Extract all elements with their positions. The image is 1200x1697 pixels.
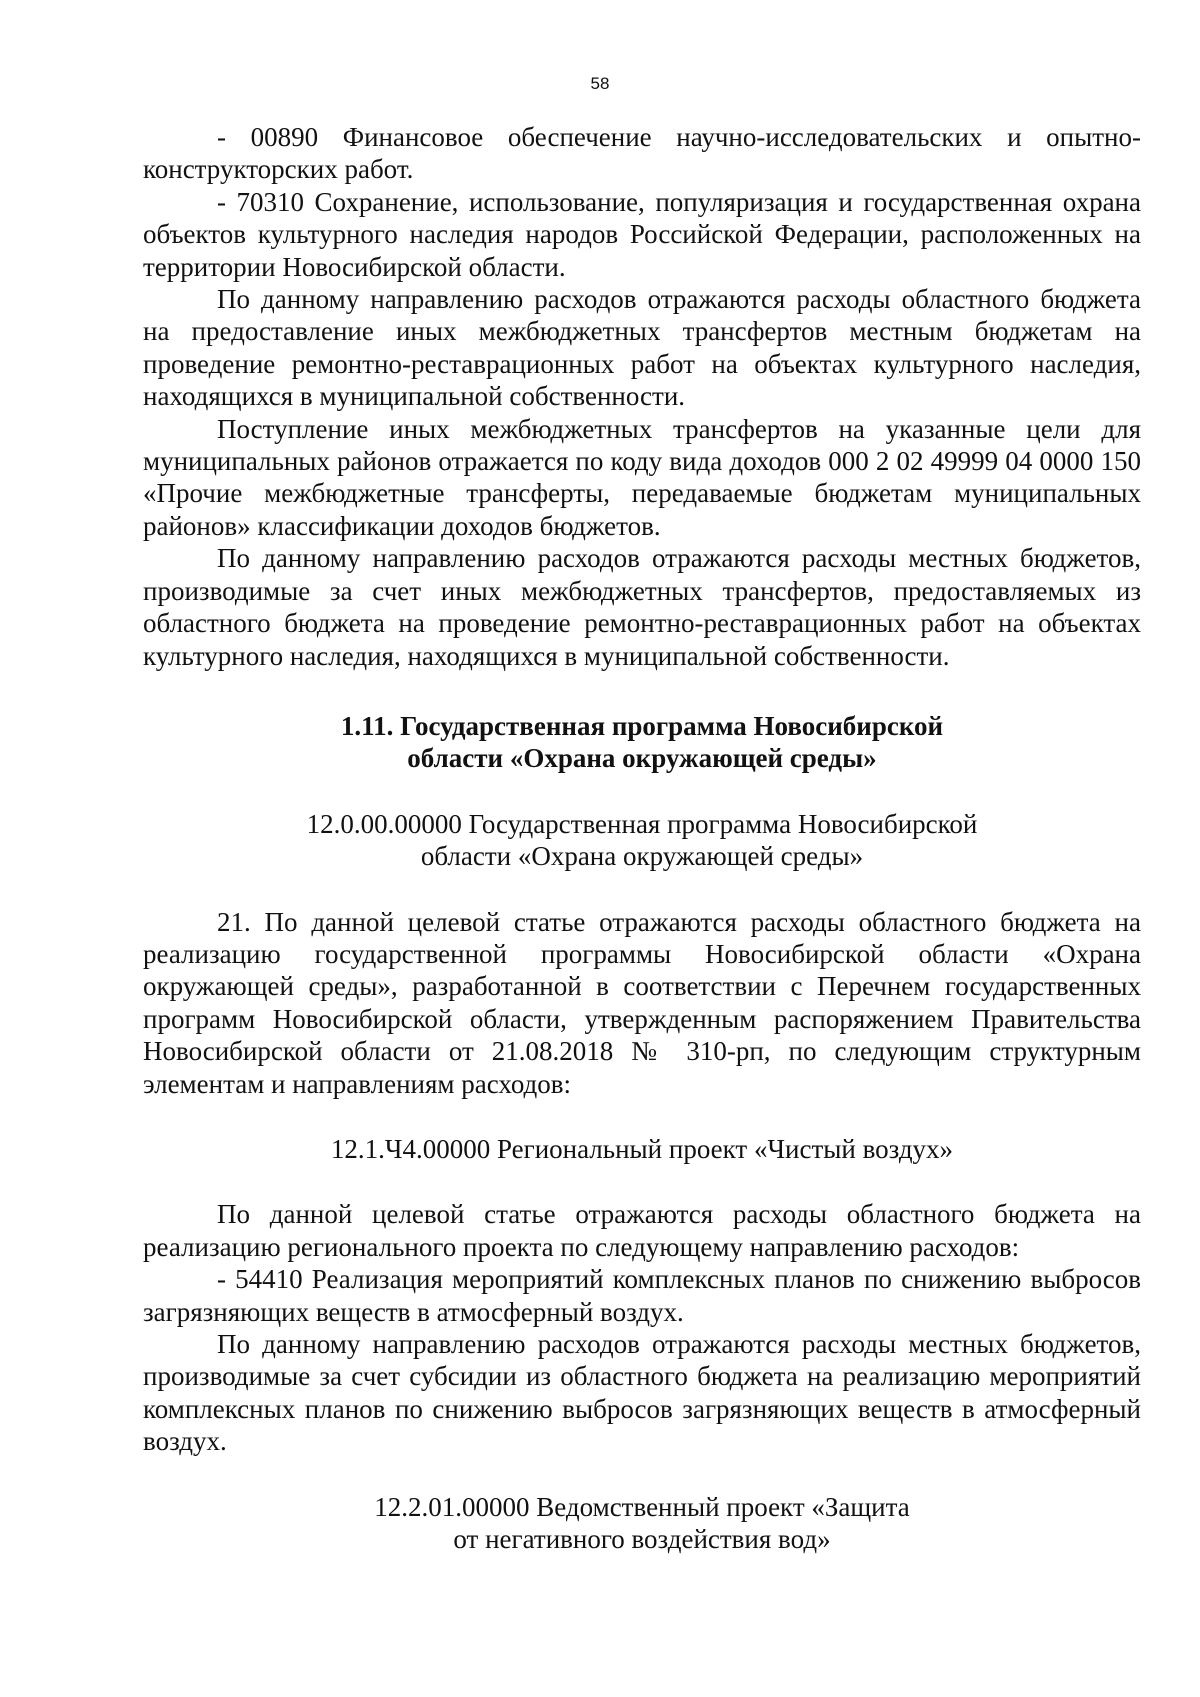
paragraph-21: 21. По данной целевой статье отражаются расходы областного бюджета на реализацию государственной программы Новосибирской области «Охрана окружающей среды», разработанной в соответствии с Перечнем государственных программ Новосибирской области, утвержденным распоряжением Правительства Новосибирской области от 21.08.2018 № 310-рп, по следующим структурным элементам и направлениям расходов: bbox=[143, 906, 1141, 1099]
project-heading-water bbox=[143, 1491, 1141, 1556]
section-heading-line-2: области «Охрана окружающей среды» bbox=[407, 743, 877, 774]
project-heading-clean-air: 12.1.Ч4.00000 Региональный проект «Чистый воздух» bbox=[330, 1133, 954, 1164]
page-number: 58 bbox=[590, 74, 610, 93]
paragraph-local-subsidy: По данному направлению расходов отражаются расходы местных бюджетов, производимые за счет субсидии из областного бюджета на реализацию мероприятий комплексных планов по снижению выбросов загрязняющих веществ в атмосферный воздух. bbox=[143, 1329, 1141, 1457]
paragraph-54410: - 54410 Реализация мероприятий комплексных планов по снижению выбросов загрязняющих веществ в атмосферный воздух. bbox=[143, 1264, 1141, 1327]
section-heading-line-1: 1.11. Государственная программа Новосибирской bbox=[340, 710, 944, 741]
project-clean-air-body bbox=[143, 1198, 1141, 1457]
document-body bbox=[143, 121, 1141, 1555]
paragraph-expenses-local: По данному направлению расходов отражаются расходы местных бюджетов, производимые за счет иных межбюджетных трансфертов, предоставляемых из областного бюджета на проведение ремонтно-реставрационных работ на объектах культурного наследия, находящихся в муниципальной собственности. bbox=[143, 543, 1141, 671]
program-heading bbox=[143, 808, 1141, 873]
paragraph-transfers-income: Поступление иных межбюджетных трансфертов на указанные цели для муниципальных районов отражается по коду вида доходов 000 2 02 49999 04 0000 150 «Прочие межбюджетные трансферты, передаваемые бюджетам муниципальных районов» классификации доходов бюджетов. bbox=[143, 413, 1141, 541]
paragraph-project-expenses: По данной целевой статье отражаются расходы областного бюджета на реализацию регионального проекта по следующему направлению расходов: bbox=[143, 1199, 1141, 1262]
project-heading-water-line-1: 12.2.01.00000 Ведомственный проект «Защита bbox=[374, 1491, 910, 1522]
paragraph-70310: - 70310 Сохранение, использование, популяризация и государственная охрана объектов культурного наследия народов Российской Федерации, расположенных на территории Новосибирской области. bbox=[143, 186, 1141, 282]
project-heading-water-line-2: от негативного воздействия вод» bbox=[453, 1524, 831, 1555]
program-heading-line-1: 12.0.00.00000 Государственная программа Новосибирской bbox=[306, 808, 978, 839]
section-heading bbox=[143, 710, 1141, 775]
program-heading-line-2: области «Охрана окружающей среды» bbox=[420, 841, 864, 872]
paragraph-expenses-regional: По данному направлению расходов отражаются расходы областного бюджета на предоставление иных межбюджетных трансфертов местным бюджетам на проведение ремонтно-реставрационных работ на объектах культурного наследия, находящихся в муниципальной собственности. bbox=[143, 284, 1141, 412]
paragraph-00890: - 00890 Финансовое обеспечение научно-исследовательских и опытно-конструкторских работ. bbox=[143, 122, 1141, 185]
